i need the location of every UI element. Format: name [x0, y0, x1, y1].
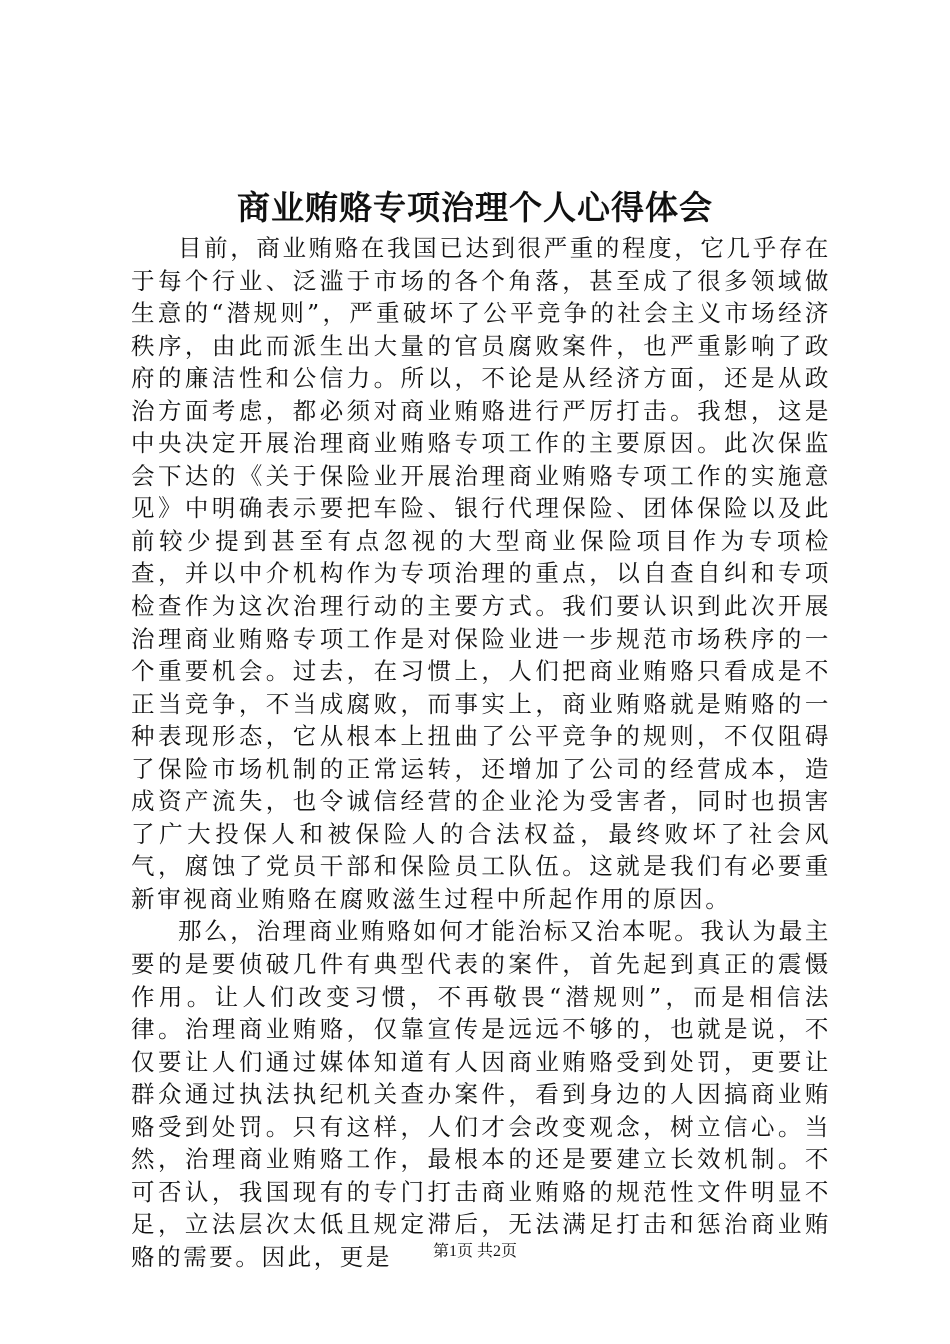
paragraph-2: 那么，治理商业贿赂如何才能治标又治本呢。我认为最主要的是要侦破几件有典型代表的案件，首先起到真正的震慑作用。让人们改变习惯，不再敬畏“潜规则”，而是相信法律。治理商业贿赂，仅靠宣传是远远不够的，也就是说，不仅要让人们通过媒体知道有人因商业贿赂受到处罚，更要让群众通过执法执纪机关查办案件，看到身边的人因搞商业贿赂受到处罚。只有这样，人们才会改变观念，树立信心。当然，治理商业贿赂工作，最根本的还是要建立长效机制。不可否认，我国现有的专门打击商业贿赂的规范性文件明显不足，立法层次太低且规定滞后，无法满足打击和惩治商业贿赂的需要。因此，更是 — [131, 917, 831, 1271]
document-body — [131, 232, 831, 1274]
paragraph-1: 目前，商业贿赂在我国已达到很严重的程度，它几乎存在于每个行业、泛滥于市场的各个角落，甚至成了很多领域做生意的“潜规则”，严重破坏了公平竞争的社会主义市场经济秩序，由此而派生出大量的官员腐败案件，也严重影响了政府的廉洁性和公信力。所以，不论是从经济方面，还是从政治方面考虑，都必须对商业贿赂进行严厉打击。我想，这是中央决定开展治理商业贿赂专项工作的主要原因。此次保监会下达的《关于保险业开展治理商业贿赂专项工作的实施意见》中明确表示要把车险、银行代理保险、团体保险以及此前较少提到甚至有点忽视的大型商业保险项目作为专项检查，并以中介机构作为专项治理的重点，以自查自纠和专项检查作为这次治理行动的主要方式。我们要认识到此次开展治理商业贿赂专项工作是对保险业进一步规范市场秩序的一个重要机会。过去，在习惯上，人们把商业贿赂只看成是不正当竞争，不当成腐败，而事实上，商业贿赂就是贿赂的一种表现形态，它从根本上扭曲了公平竞争的规则，不仅阻碍了保险市场机制的正常运转，还增加了公司的经营成本，造成资产流失，也令诚信经营的企业沦为受害者，同时也损害了广大投保人和被保险人的合法权益，最终败坏了社会风气，腐蚀了党员干部和保险员工队伍。这就是我们有必要重新审视商业贿赂在腐败滋生过程中所起作用的原因。 — [131, 234, 831, 913]
page-footer: 第1页 共2页 — [432, 1243, 517, 1260]
document-title: 商业贿赂专项治理个人心得体会 — [237, 188, 713, 227]
